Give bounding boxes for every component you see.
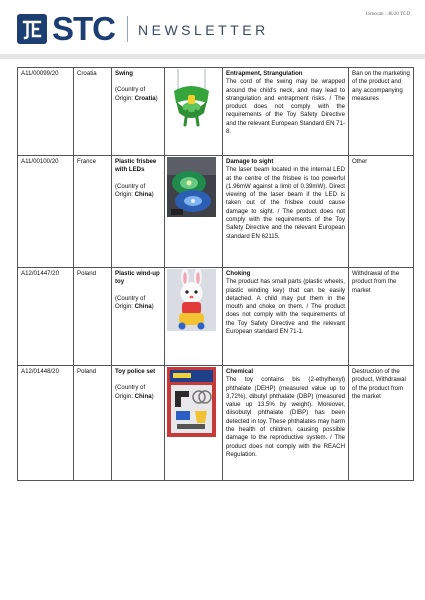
measures-cell: Other: [349, 156, 414, 268]
logo-wordmark: STC: [52, 10, 115, 47]
origin-text: (Country of Origin: China): [115, 182, 154, 198]
table-row: [18, 156, 414, 268]
swing-image: [167, 69, 216, 129]
image-cell: [165, 156, 223, 268]
notification-table: [17, 67, 414, 481]
risk-description: The cord of the swing may be wrapped around the child's neck, and may lead to strangulation and entrapment risks. / The product does not comply with the requirements of the Toy Safety Directive and the relevant European Standard EN 71-8.: [226, 78, 345, 136]
product-cell: [112, 366, 165, 481]
product-name: Plastic frisbee with LEDs: [115, 158, 157, 174]
risk-type: Chemical: [226, 368, 254, 375]
frisbee-image: [167, 157, 216, 217]
reference-cell: A11/00099/20: [18, 68, 74, 156]
table-row: [18, 366, 414, 481]
image-cell: [165, 68, 223, 156]
reference-cell: A11/00100/20: [18, 156, 74, 268]
risk-type: Entrapment, Strangulation: [226, 70, 303, 77]
table-row: [18, 268, 414, 366]
product-name: Swing: [115, 70, 133, 77]
measures-cell: Destruction of the product, Withdrawal of the product from the market: [349, 366, 414, 481]
issue-number: Jornocan : 48/20 TCD: [365, 12, 410, 17]
origin-text: (Country of Origin: China): [115, 294, 154, 310]
description-cell: [223, 156, 349, 268]
reference-cell: A12/01448/20: [18, 366, 74, 481]
country-cell: Poland: [74, 366, 112, 481]
product-name: Plastic wind-up toy: [115, 270, 160, 286]
risk-description: The toy contains bis (2-ethylhexyl) phthalate (DEHP) (measured value up to 3,72%), dibutyl phthalate (DBP) (measured value up 13.5% by weight). Moreover, diisobutyl phthalate (DIBP) has been detected in toy. These phthalates may harm the health of children, causing possible damage to the reproductive system. / The product does not comply with the REACH Regulation.: [226, 376, 345, 458]
product-name: Toy police set: [115, 368, 156, 375]
country-cell: France: [74, 156, 112, 268]
stc-logo-icon: [17, 14, 47, 44]
newsletter-title: NEWSLETTER: [138, 22, 269, 38]
description-cell: [223, 268, 349, 366]
header-divider: [127, 16, 128, 42]
country-cell: Croatia: [74, 68, 112, 156]
police-set-image: [167, 367, 216, 437]
risk-type: Damage to sight: [226, 158, 274, 165]
product-cell: [112, 268, 165, 366]
image-cell: [165, 268, 223, 366]
windup-toy-image: [167, 269, 216, 331]
description-cell: [223, 68, 349, 156]
origin-text: (Country of Origin: China): [115, 384, 154, 400]
risk-type: Choking: [226, 270, 251, 277]
description-cell: [223, 366, 349, 481]
measures-cell: Withdrawal of the product from the market: [349, 268, 414, 366]
header-rule: [0, 54, 425, 59]
table-row: [18, 68, 414, 156]
page-header: [0, 0, 425, 60]
product-cell: [112, 156, 165, 268]
origin-text: (Country of Origin: Croatia): [115, 86, 158, 102]
image-cell: [165, 366, 223, 481]
risk-description: The product has small parts (plastic wheels, plastic winding key) that can be easily detached. A child may put them in the mouth and choke on them. / The product does not comply with the requirements of the Toy Safety Directive and the relevant European standard EN 71-1.: [226, 278, 345, 336]
country-cell: Poland: [74, 268, 112, 366]
reference-cell: A12/01447/20: [18, 268, 74, 366]
product-cell: [112, 68, 165, 156]
risk-description: The laser beam located in the internal LED at the centre of the frisbee is too powerful (1.96mW against a limit of 0.39mW). Direct viewing of the laser beam if the LED is taken out of the frisbee could cause damage to sight. / The product does not comply with the requirements of the Toy Safety Directive and the relevant European standard EN 62115.: [226, 166, 345, 240]
measures-cell: Ban on the marketing of the product and any accompanying measures: [349, 68, 414, 156]
